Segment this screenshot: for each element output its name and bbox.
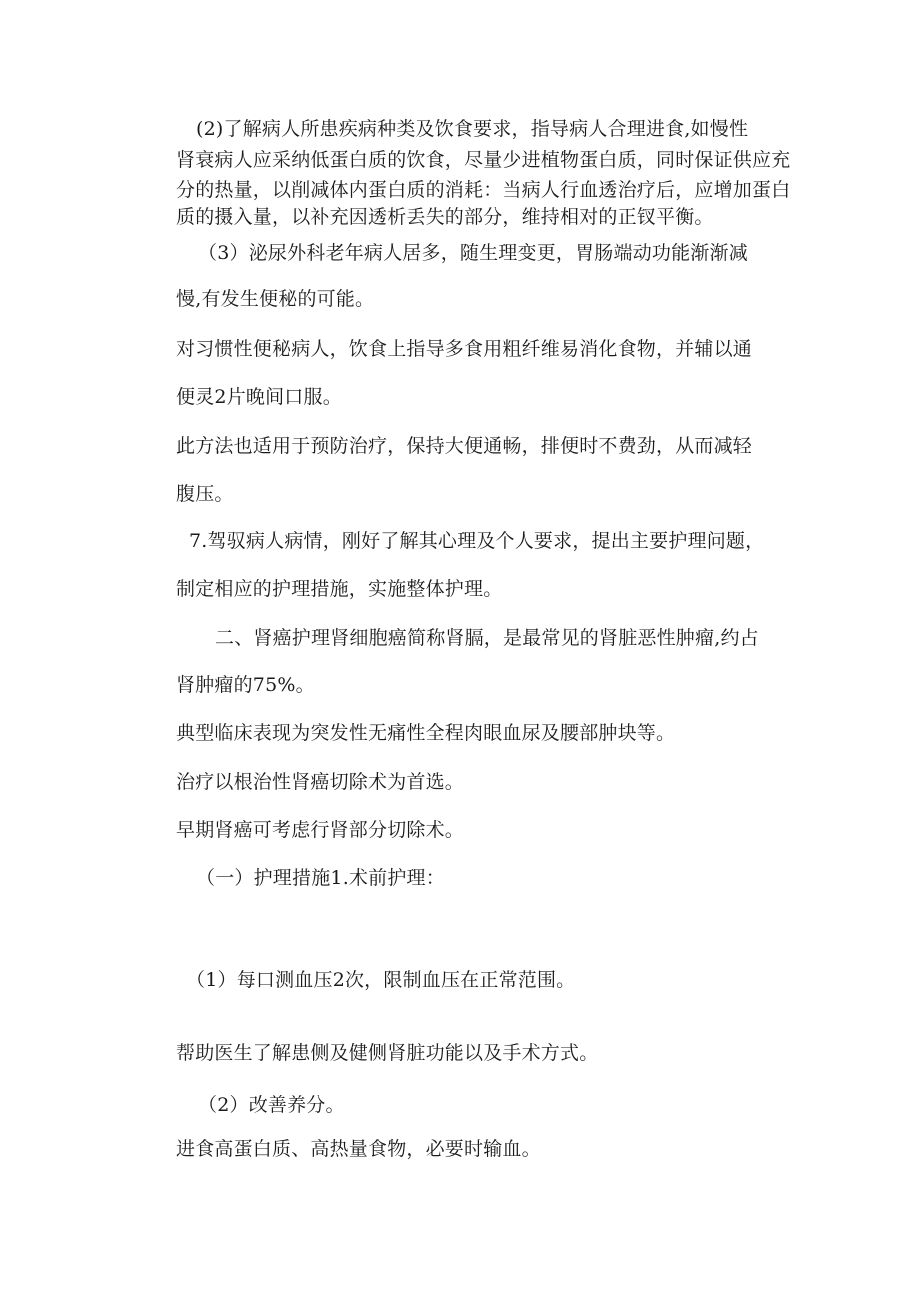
p4-line1: 此方法也适用于预防治疗，保持大便通畅，排便时不费劲，从而减轻 — [176, 435, 753, 457]
p3-line1: 对习惯性便秘病人，饮食上指导多食用粗纤维易消化食物，并辅以通 — [176, 338, 753, 360]
p5-line1: 7.驾驭病人病情，刚好了解其心理及个人要求，提出主要护理问题， — [189, 530, 765, 552]
p14-line1: 进食高蛋白质、高热量食物，必要时输血。 — [176, 1138, 541, 1160]
p4-line2: 腹压。 — [176, 483, 234, 505]
p2-line1: （3）泌尿外科老年病人居多，随生理变更，胃肠端动功能渐渐减 — [198, 242, 748, 264]
p1-line1: (2)了解病人所患疾病种类及饮食要求，指导病人合理进食,如慢性 — [196, 118, 749, 140]
p8-line1: 治疗以根治性肾癌切除术为首选。 — [176, 771, 465, 793]
p9-line1: 早期肾癌可考虑行肾部分切除术。 — [176, 819, 465, 841]
p1-line4: 质的摄入量，以补充因透析丢失的部分，维持相对的正钗平衡。 — [176, 206, 714, 228]
p5-line2: 制定相应的护理措施，实施整体护理。 — [176, 578, 503, 600]
p3-line2: 便灵2片晚间口服。 — [176, 386, 342, 408]
p6-line2: 肾肿瘤的75%。 — [176, 674, 315, 696]
p13-line1: （2）改善养分。 — [198, 1094, 345, 1116]
p1-line3: 分的热量，以削减体内蛋白质的消耗：当病人行血透治疗后，应增加蛋白 — [176, 179, 791, 201]
p6-line1: 二、肾癌护理肾细胞癌简称肾膈，是最常见的肾脏恶性肿瘤,约占 — [215, 627, 759, 649]
p12-line1: 帮助医生了解患侧及健侧肾脏功能以及手术方式。 — [176, 1042, 599, 1064]
p10-line1: （一）护理措施1.术前护理： — [196, 867, 445, 889]
p7-line1: 典型临床表现为突发性无痛性全程肉眼血尿及腰部肿块等。 — [176, 722, 676, 744]
p2-line2: 慢,有发生便秘的可能。 — [176, 288, 375, 310]
p1-line2: 肾衰病人应采纳低蛋白质的饮食，尽量少进植物蛋白质，同时保证供应充 — [176, 149, 791, 171]
p11-line1: （1）每口测血压2次，限制血压在正常范围。 — [186, 969, 576, 991]
